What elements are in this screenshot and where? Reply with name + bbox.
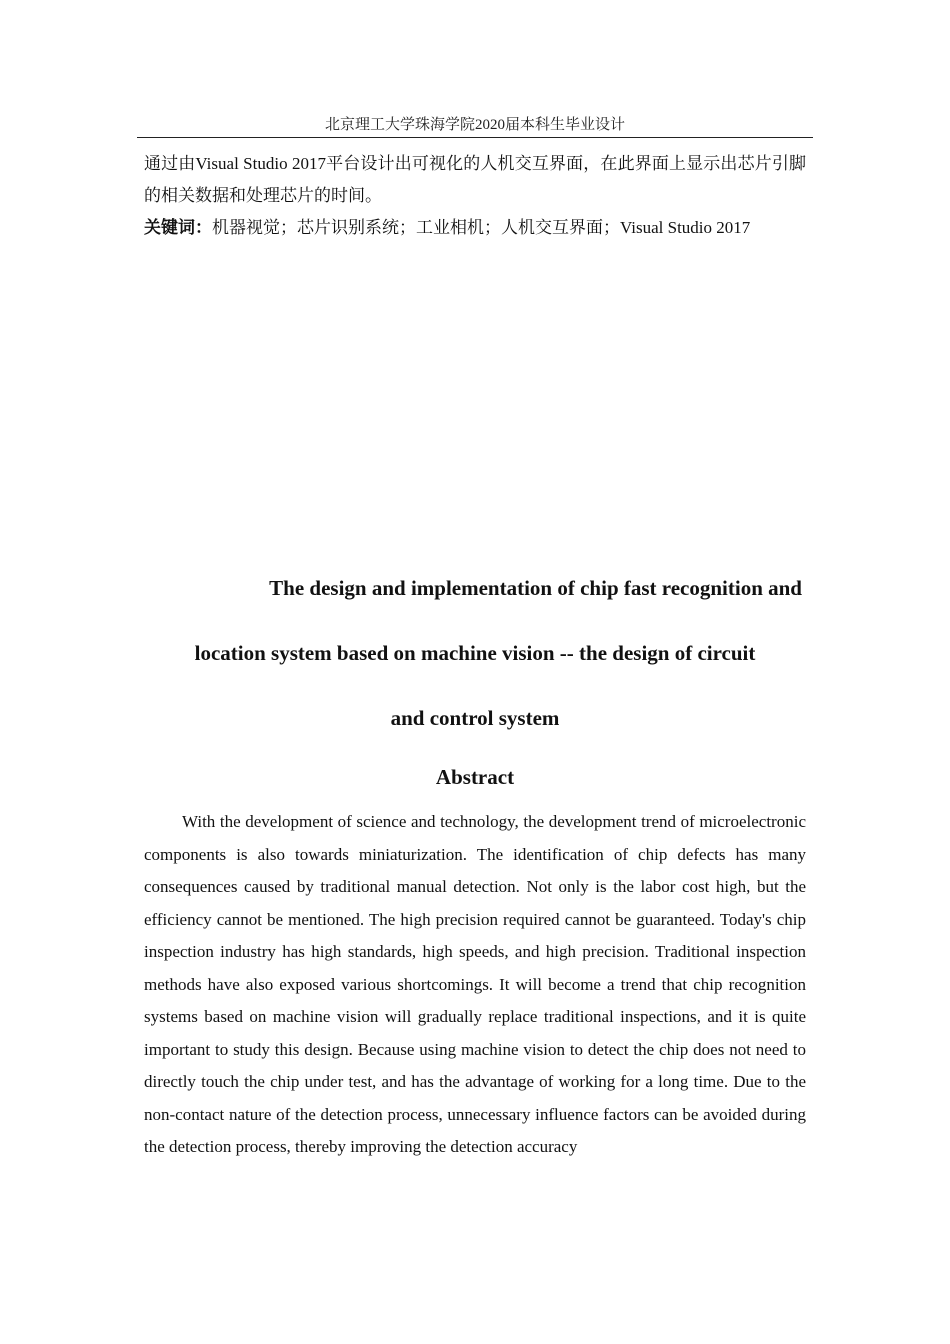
abstract-body: With the development of science and technology, the development trend of microelectronic components is also towards miniaturization. The identification of chip defects has many consequences caused by traditional manual detection. Not only is the labor cost high, but the efficiency cannot be mentioned. The high precision required cannot be guaranteed. Today's chip inspection industry has high standards, high speeds, and high precision. Traditional inspection methods have also exposed various shortcomings. It will become a trend that chip recognition systems based on machine vision will gradually replace traditional inspections, and it is quite important to study this design. Because using machine vision to detect the chip does not need to directly touch the chip under test, and has the advantage of working for a long time. Due to the non-contact nature of the detection process, unnecessary influence factors can be avoided during the detection process, thereby improving the detection accuracy	[144, 812, 806, 1156]
chinese-abstract-continuation: 通过由Visual Studio 2017平台设计出可视化的人机交互界面，在此界面上显示出芯片引脚的相关数据和处理芯片的时间。	[144, 154, 806, 205]
keywords-paragraph	[144, 212, 806, 244]
title-line-3: and control system	[390, 706, 560, 730]
keywords-text: 机器视觉；芯片识别系统；工业相机；人机交互界面；Visual Studio 2017	[212, 218, 751, 237]
header-text: 北京理工大学珠海学院2020届本科生毕业设计	[324, 117, 625, 133]
abstract-heading: Abstract	[435, 765, 515, 789]
title-line-2: location system based on machine vision -- the design of circuit	[194, 641, 756, 665]
title-line-1: The design and implementation of chip fast recognition and	[269, 576, 802, 600]
page-header	[137, 115, 813, 138]
keywords-label: 关键词：	[144, 218, 212, 238]
english-title	[144, 556, 806, 751]
